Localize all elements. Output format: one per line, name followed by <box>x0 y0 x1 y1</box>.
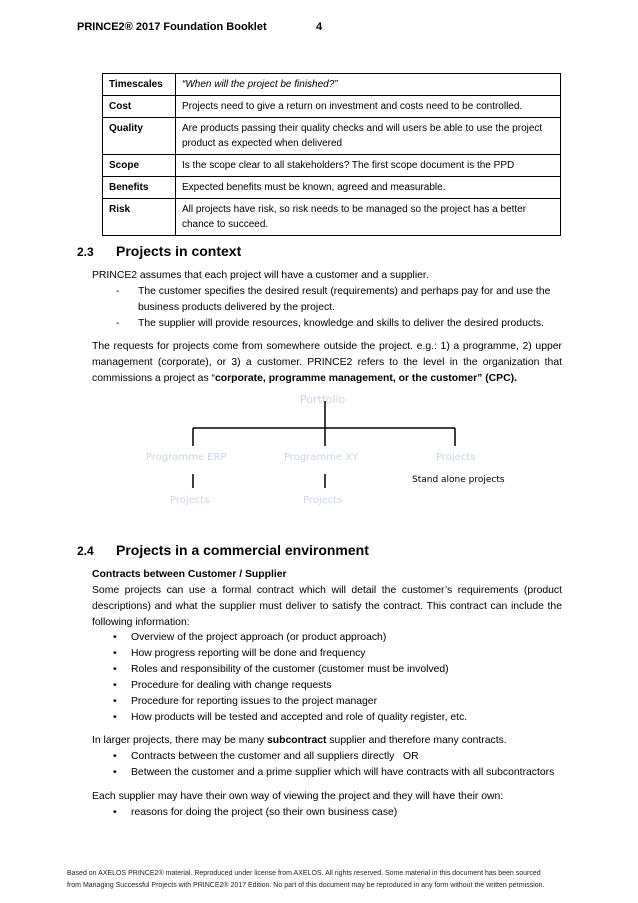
diagram-label-projects: Projects <box>170 495 210 506</box>
list-item-text: Roles and responsibility of the customer (customer must be involved) <box>131 664 449 675</box>
cpc-text: The requests for projects come from somewhere outside the project. e.g.: 1) a programme, 2) upper management (corporate), or 3) a customer. PRINCE2 refers to the level in the organization that commissions a project as “ <box>92 341 562 384</box>
bullet-marker: • <box>113 807 117 818</box>
bullet-marker: • <box>113 648 117 659</box>
section-number: 2.3 <box>77 245 94 259</box>
list-item <box>113 678 565 694</box>
booklet-title: PRINCE2® 2017 Foundation Booklet <box>77 21 267 33</box>
subcontract-bold: subcontract <box>267 735 327 746</box>
table-key: Risk <box>103 199 176 236</box>
table-value: Is the scope clear to all stakeholders? The first scope document is the PPD <box>176 155 561 177</box>
table-value: Are products passing their quality checks and will users be able to use the project product as expected when delivered <box>176 118 561 155</box>
list-item <box>113 765 565 781</box>
section-title: Projects in a commercial environment <box>116 542 369 558</box>
table-value: “When will the project be finished?” <box>176 74 561 96</box>
bullet-marker: • <box>113 696 117 707</box>
table-key: Quality <box>103 118 176 155</box>
table-value: Projects need to give a return on investment and costs need to be controlled. <box>176 96 561 118</box>
list-item-text: Overview of the project approach (or product approach) <box>131 632 387 643</box>
list-item-text: The supplier will provide resources, knowledge and skills to deliver the desired products. <box>138 318 545 329</box>
supplier-paragraph: Each supplier may have their own way of viewing the project and they will have their own: <box>92 791 504 802</box>
list-item <box>113 749 565 765</box>
dash-marker: - <box>116 286 120 297</box>
bullet-marker: • <box>113 767 117 778</box>
section-heading-2-4 <box>77 542 369 558</box>
bullet-marker: • <box>113 632 117 643</box>
cpc-bold-text: corporate, programme management, or the customer” (CPC). <box>215 373 517 384</box>
table-value: Expected benefits must be known, agreed and measurable. <box>176 177 561 199</box>
bullet-marker: • <box>113 712 117 723</box>
bullet-marker: • <box>113 664 117 675</box>
list-item-text: How products will be tested and accepted and role of quality register, etc. <box>131 712 468 723</box>
context-intro: PRINCE2 assumes that each project will have a customer and a supplier. <box>92 270 429 281</box>
list-item-text: Procedure for dealing with change requests <box>131 680 332 691</box>
page-footer <box>67 868 577 892</box>
contracts-paragraph: Some projects can use a formal contract which will detail the customer’s requirements (product descriptions) and what the supplier must deliver to satisfy the contract. This contract can include the following information: <box>92 585 562 628</box>
page-number: 4 <box>316 21 323 33</box>
bullet-marker: • <box>113 751 117 762</box>
bullet-marker: • <box>113 680 117 691</box>
footer-line: from Managing Successful Projects with PRINCE2® 2017 Edition. No part of this document may be reproduced in any form without the written permission. <box>67 882 545 889</box>
subcontract-paragraph <box>92 733 562 749</box>
list-item <box>113 646 565 662</box>
diagram-label-projects: Projects <box>436 452 476 463</box>
list-item-text: The customer specifies the desired result (requirements) and perhaps pay for and use the business products delivered by the project. <box>138 286 551 313</box>
table-key: Scope <box>103 155 176 177</box>
list-item-text: Contracts between the customer and all suppliers directly OR <box>131 751 419 762</box>
list-item-text: Between the customer and a prime supplier which will have contracts with all subcontractors <box>131 767 555 778</box>
subcontract-text-end: supplier and therefore many contracts. <box>326 735 507 746</box>
list-item-text: How progress reporting will be done and frequency <box>131 648 366 659</box>
subcontract-text: In larger projects, there may be many <box>92 735 267 746</box>
table-key: Cost <box>103 96 176 118</box>
section-number: 2.4 <box>77 544 94 558</box>
list-item-text: Procedure for reporting issues to the project manager <box>131 696 378 707</box>
list-item <box>113 662 565 678</box>
diagram-label-programme-xy: Programme XY <box>284 452 359 463</box>
list-item <box>113 805 565 821</box>
diagram-label-programme-erp: Programme ERP <box>146 452 227 463</box>
dash-marker: - <box>116 318 120 329</box>
diagram-label-standalone: Stand alone projects <box>412 475 505 485</box>
diagram-label-portfolio: Portfolio <box>300 393 346 406</box>
table-key: Benefits <box>103 177 176 199</box>
section-title: Projects in context <box>116 243 242 259</box>
diagram-label-projects: Projects <box>303 495 343 506</box>
table-key: Timescales <box>103 74 176 96</box>
list-item <box>113 710 565 726</box>
list-item-text: reasons for doing the project (so their own business case) <box>131 807 398 818</box>
list-item <box>113 694 565 710</box>
footer-line: Based on AXELOS PRINCE2® material. Reproduced under license from AXELOS. All rights reserved. Some material in this document has been sourced <box>67 870 541 877</box>
table-value: All projects have risk, so risk needs to be managed so the project has a better chance to succeed. <box>176 199 561 236</box>
contracts-subheading: Contracts between Customer / Supplier <box>92 569 287 580</box>
list-item <box>113 630 565 646</box>
